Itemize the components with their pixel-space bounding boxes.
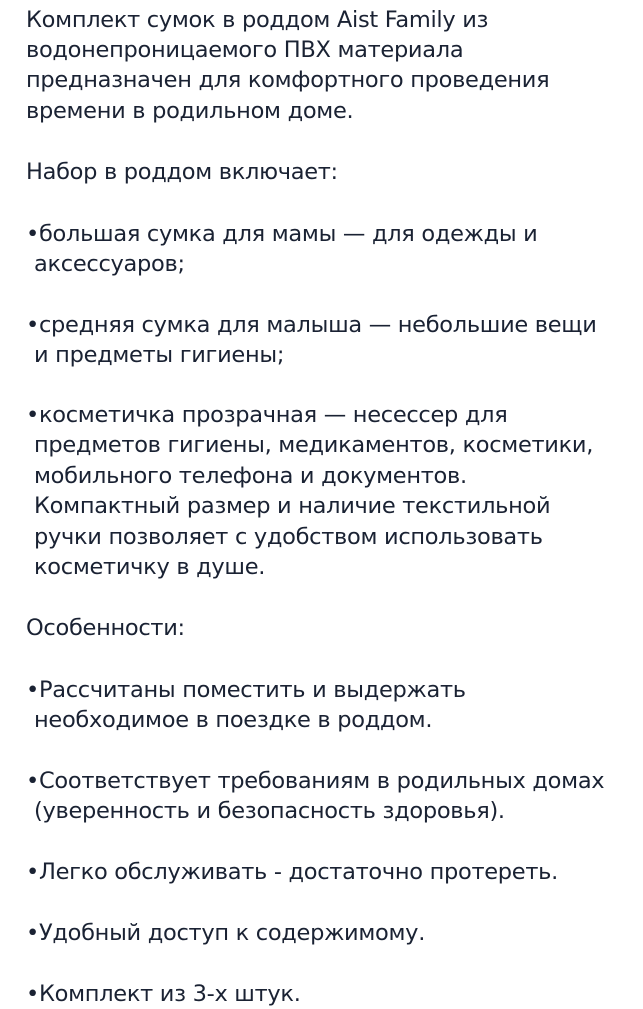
feature-line: необходимое в поездке в роддом. (34, 707, 433, 733)
feature-line: •Комплект из 3-х штук. (26, 981, 301, 1007)
kit-item-line: ручки позволяет с удобством использовать (34, 524, 543, 550)
intro-line: водонепроницаемого ПВХ материала (26, 37, 464, 63)
feature-line: •Удобный доступ к содержимому. (26, 920, 426, 946)
feature-line: •Соответствует требованиям в родильных домах (26, 768, 605, 794)
kit-item-line: Компактный размер и наличие текстильной (34, 493, 551, 519)
kit-item-line: предметов гигиены, медикаментов, косметики, (34, 432, 594, 458)
features-heading: Особенности: (26, 615, 185, 641)
intro-line: Комплект сумок в роддом Aist Family из (26, 7, 489, 33)
kit-item-line: мобильного телефона и документов. (34, 463, 467, 489)
kit-item-line: •большая сумка для мамы — для одежды и (26, 221, 538, 247)
kit-item-line: косметичку в душе. (34, 554, 266, 580)
intro-line: времени в родильном доме. (26, 98, 354, 124)
feature-line: •Легко обслуживать - достаточно протереть. (26, 859, 558, 885)
kit-item-line: аксессуаров; (34, 251, 185, 277)
feature-line: •Рассчитаны поместить и выдержать (26, 677, 466, 703)
kit-item-line: •косметичка прозрачная — несессер для (26, 402, 508, 428)
kit-item-line: и предметы гигиены; (34, 342, 285, 368)
kit-item-line: •средняя сумка для малыша — небольшие вещи (26, 312, 597, 338)
intro-line: предназначен для комфортного проведения (26, 67, 550, 93)
feature-line: (уверенность и безопасность здоровья). (34, 798, 505, 824)
kit-heading: Набор в роддом включает: (26, 159, 338, 185)
